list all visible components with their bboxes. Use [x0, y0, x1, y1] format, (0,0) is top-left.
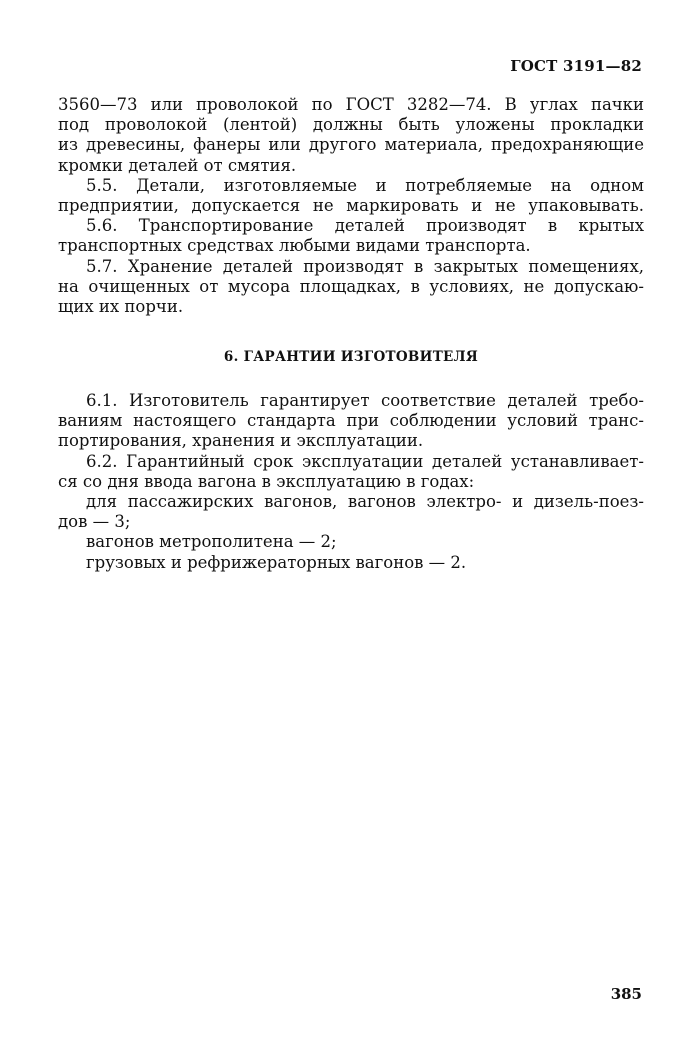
text-line: ся со дня ввода вагона в эксплуатацию в годах: — [58, 471, 475, 491]
list-item: грузовых и рефрижераторных вагонов — 2. — [86, 552, 467, 572]
paragraph-5-5 — [58, 176, 644, 216]
list-item: для пассажирских вагонов, вагонов электро- и дизель-поез- — [86, 492, 644, 511]
list-item: вагонов метрополитена — 2; — [86, 532, 337, 552]
list-item-continuation: дов — 3; — [58, 512, 131, 532]
text-line: кромки деталей от смятия. — [58, 155, 297, 175]
text-line: транспортных средствах любыми видами транспорта. — [58, 236, 531, 256]
document-body — [58, 95, 644, 573]
paragraph-5-4-continuation — [58, 95, 644, 176]
text-line: 6.2. Гарантийный срок эксплуатации деталей устанавливает- — [86, 451, 644, 471]
text-line: щих их порчи. — [58, 296, 184, 316]
text-line: под проволокой (лентой) должны быть уложены прокладки — [58, 115, 644, 135]
document-code-header: ГОСТ 3191—82 — [510, 57, 642, 75]
page-number: 385 — [610, 985, 642, 1003]
text-line: 3560—73 или проволокой по ГОСТ 3282—74. В углах пачки — [58, 95, 644, 114]
text-line: из древесины, фанеры или другого материала, предохраняющие — [58, 135, 644, 155]
paragraph-5-6 — [58, 216, 644, 256]
text-line: 5.6. Транспортирование деталей производят в крытых — [86, 216, 644, 236]
text-line: 5.5. Детали, изготовляемые и потребляемые на одном — [86, 175, 644, 195]
text-line: на очищенных от мусора площадках, в условиях, не допускаю- — [58, 276, 644, 296]
paragraph-6-2 — [58, 452, 644, 492]
paragraph-6-1 — [58, 391, 644, 452]
paragraph-5-7 — [58, 257, 644, 318]
section-title: 6. ГАРАНТИИ ИЗГОТОВИТЕЛЯ — [223, 349, 479, 366]
warranty-list — [58, 492, 644, 573]
text-line: ваниям настоящего стандарта при соблюдении условий транс- — [58, 411, 644, 431]
text-line: предприятии, допускается не маркировать и не упаковывать. — [58, 195, 644, 215]
text-line: 6.1. Изготовитель гарантирует соответствие деталей требо- — [86, 391, 644, 411]
text-line: портирования, хранения и эксплуатации. — [58, 431, 424, 451]
text-line: 5.7. Хранение деталей производят в закрытых помещениях, — [86, 256, 644, 276]
